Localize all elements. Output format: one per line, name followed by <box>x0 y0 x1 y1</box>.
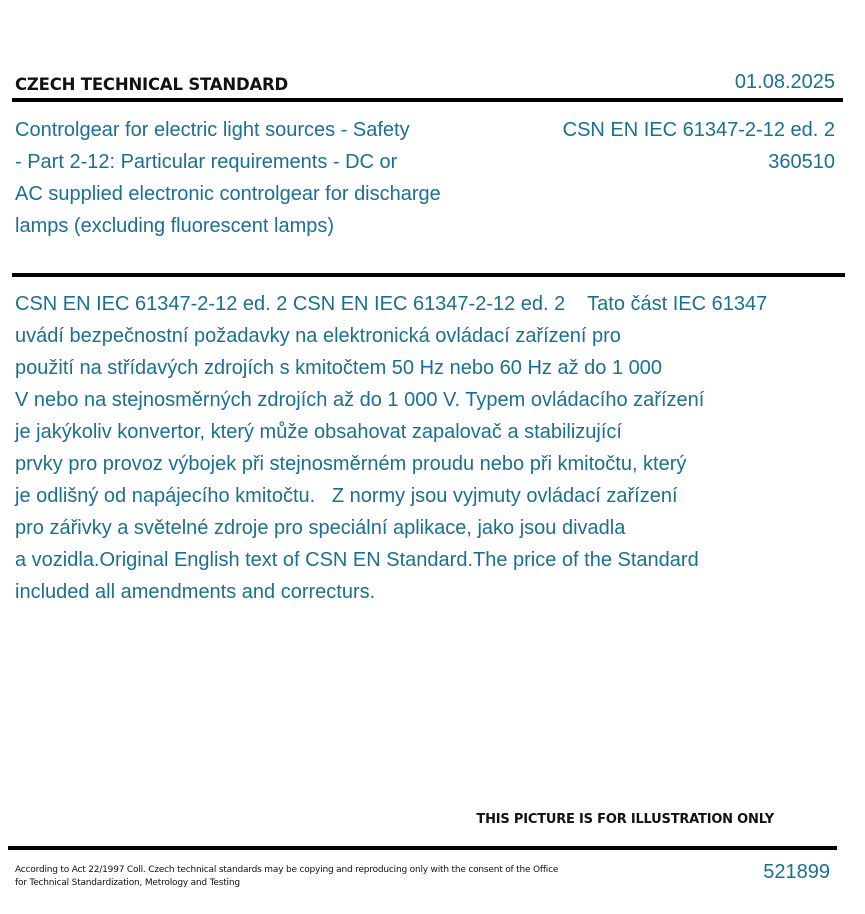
title-line: lamps (excluding fluorescent lamps) <box>15 215 335 237</box>
brand-label: CZECH TECHNICAL STANDARD <box>15 75 289 94</box>
abstract-line: je jakýkoliv konvertor, který může obsahovat zapalovač a stabilizující <box>15 421 622 443</box>
abstract-line: uvádí bezpečnostní požadavky na elektronická ovládací zařízení pro <box>15 325 621 347</box>
abstract-text <box>15 288 835 608</box>
abstract-line: a vozidla.Original English text of CSN EN Standard.The price of the Standard <box>15 549 699 571</box>
standard-code: CSN EN IEC 61347-2-12 ed. 2 <box>562 119 835 141</box>
standard-code-block <box>563 114 835 178</box>
abstract-line: je odlišný od napájecího kmitočtu. Z normy jsou vyjmuty ovládací zařízení <box>15 485 678 507</box>
title-line: AC supplied electronic controlgear for discharge <box>15 183 441 205</box>
abstract-line: CSN EN IEC 61347-2-12 ed. 2 CSN EN IEC 61347-2-12 ed. 2 Tato část IEC 61347 <box>15 293 768 315</box>
abstract-line: pro zářivky a světelné zdroje pro speciální aplikace, jako jsou divadla <box>15 517 626 539</box>
abstract-line: included all amendments and correcturs. <box>15 581 376 603</box>
legal-notice <box>15 864 558 890</box>
abstract-line: prvky pro provoz výbojek při stejnosměrném proudu nebo při kmitočtu, který <box>15 453 687 475</box>
publication-date: 01.08.2025 <box>734 71 835 93</box>
title-line: Controlgear for electric light sources - Safety <box>15 119 410 141</box>
illustration-note: THIS PICTURE IS FOR ILLUSTRATION ONLY <box>476 812 774 827</box>
legal-line: According to Act 22/1997 Coll. Czech technical standards may be copying and reproducing only with the consent of the Office <box>15 865 559 875</box>
legal-line: for Technical Standardization, Metrology and Testing <box>15 878 240 888</box>
standard-title <box>15 114 495 242</box>
document-number: 521899 <box>763 861 830 883</box>
abstract-line: použití na střídavých zdrojích s kmitočtem 50 Hz nebo 60 Hz až do 1 000 <box>15 357 662 379</box>
header-divider <box>12 98 843 102</box>
title-divider <box>12 273 845 277</box>
title-line: - Part 2-12: Particular requirements - DC or <box>15 151 398 173</box>
classification-number: 360510 <box>768 151 835 173</box>
abstract-line: V nebo na stejnosměrných zdrojích až do 1 000 V. Typem ovládacího zařízení <box>15 389 705 411</box>
footer-divider <box>8 846 837 850</box>
